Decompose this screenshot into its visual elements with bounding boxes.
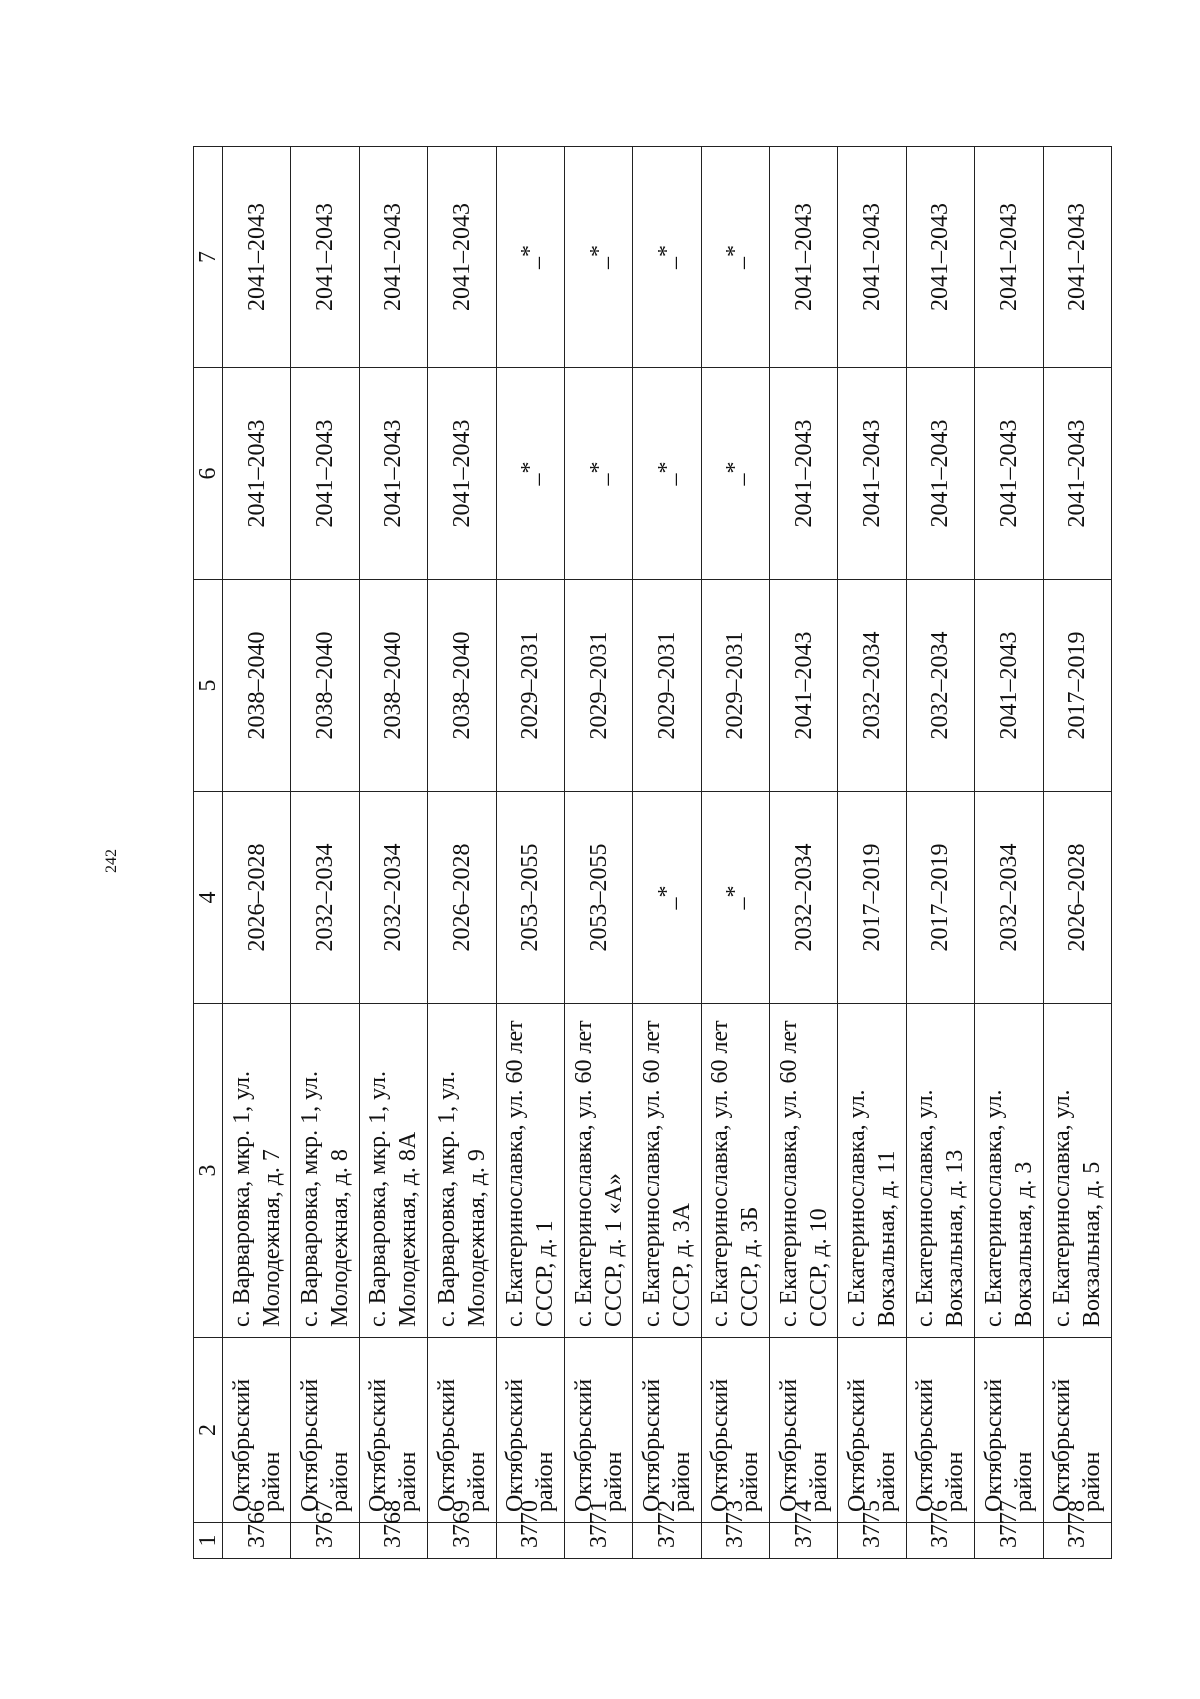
- period-col-7: 2041–2043: [770, 147, 838, 368]
- table-row: [1043, 147, 1112, 1559]
- period-col-5: 2029–2031: [564, 580, 632, 792]
- row-number: 3768: [359, 1523, 427, 1559]
- row-number: 3774: [770, 1523, 838, 1559]
- period-col-5: 2038–2040: [359, 580, 427, 792]
- address-cell: с. Варваровка, мкр. 1, ул. Молодежная, д. 7: [223, 1004, 291, 1338]
- period-col-4: 2053–2055: [564, 792, 632, 1004]
- period-col-4: 2032–2034: [770, 792, 838, 1004]
- period-col-4: 2017–2019: [906, 792, 974, 1004]
- table-row: [701, 147, 769, 1559]
- period-col-5: 2032–2034: [838, 580, 906, 792]
- table-row: [564, 147, 632, 1559]
- period-col-7: _*: [564, 147, 632, 368]
- period-col-7: 2041–2043: [906, 147, 974, 368]
- address-cell: с. Екатеринославка, ул. Вокзальная, д. 13: [906, 1004, 974, 1338]
- period-col-7: 2041–2043: [838, 147, 906, 368]
- period-col-6: 2041–2043: [428, 368, 496, 580]
- address-cell: с. Екатеринославка, ул. Вокзальная, д. 11: [838, 1004, 906, 1338]
- period-col-4: 2032–2034: [975, 792, 1043, 1004]
- header-col-1: 1: [194, 1523, 223, 1559]
- period-col-4: 2053–2055: [496, 792, 564, 1004]
- district-cell: Октябрьский район: [291, 1338, 359, 1523]
- row-number: 3769: [428, 1523, 496, 1559]
- table-row: [496, 147, 564, 1559]
- period-col-4: 2032–2034: [359, 792, 427, 1004]
- period-col-6: 2041–2043: [770, 368, 838, 580]
- district-cell: Октябрьский район: [359, 1338, 427, 1523]
- address-cell: с. Варваровка, мкр. 1, ул. Молодежная, д. 8А: [359, 1004, 427, 1338]
- table-row: [223, 147, 291, 1559]
- district-cell: Октябрьский район: [838, 1338, 906, 1523]
- row-number: 3770: [496, 1523, 564, 1559]
- address-cell: с. Екатеринославка, ул. Вокзальная, д. 3: [975, 1004, 1043, 1338]
- district-cell: Октябрьский район: [223, 1338, 291, 1523]
- period-col-7: 2041–2043: [428, 147, 496, 368]
- table-body: [223, 147, 1112, 1559]
- district-cell: Октябрьский район: [1043, 1338, 1112, 1523]
- row-number: 3773: [701, 1523, 769, 1559]
- period-col-6: _*: [564, 368, 632, 580]
- address-cell: с. Варваровка, мкр. 1, ул. Молодежная, д. 8: [291, 1004, 359, 1338]
- address-cell: с. Екатеринославка, ул. 60 лет СССР, д. 3Б: [701, 1004, 769, 1338]
- table-rotator: [193, 147, 1112, 1559]
- period-col-6: 2041–2043: [359, 368, 427, 580]
- header-col-3: 3: [194, 1004, 223, 1338]
- period-col-5: 2032–2034: [906, 580, 974, 792]
- address-cell: с. Екатеринославка, ул. 60 лет СССР, д. 1: [496, 1004, 564, 1338]
- period-col-5: 2038–2040: [223, 580, 291, 792]
- period-col-4: _*: [633, 792, 701, 1004]
- page-number: 242: [103, 849, 120, 873]
- address-cell: с. Екатеринославка, ул. Вокзальная, д. 5: [1043, 1004, 1112, 1338]
- period-col-5: 2029–2031: [496, 580, 564, 792]
- period-col-5: 2041–2043: [975, 580, 1043, 792]
- period-col-4: 2032–2034: [291, 792, 359, 1004]
- row-number: 3767: [291, 1523, 359, 1559]
- district-cell: Октябрьский район: [564, 1338, 632, 1523]
- period-col-4: 2026–2028: [1043, 792, 1112, 1004]
- period-col-6: _*: [633, 368, 701, 580]
- schedule-table: [193, 146, 1112, 1559]
- period-col-5: 2017–2019: [1043, 580, 1112, 792]
- period-col-6: _*: [701, 368, 769, 580]
- row-number: 3778: [1043, 1523, 1112, 1559]
- table-row: [428, 147, 496, 1559]
- period-col-6: 2041–2043: [291, 368, 359, 580]
- period-col-6: 2041–2043: [1043, 368, 1112, 580]
- header-col-7: 7: [194, 147, 223, 368]
- period-col-5: 2041–2043: [770, 580, 838, 792]
- district-cell: Октябрьский район: [633, 1338, 701, 1523]
- table-header: [194, 147, 223, 1559]
- header-col-4: 4: [194, 792, 223, 1004]
- row-number: 3766: [223, 1523, 291, 1559]
- table-row: [770, 147, 838, 1559]
- header-col-5: 5: [194, 580, 223, 792]
- address-cell: с. Екатеринославка, ул. 60 лет СССР, д. 10: [770, 1004, 838, 1338]
- row-number: 3777: [975, 1523, 1043, 1559]
- period-col-7: 2041–2043: [223, 147, 291, 368]
- period-col-4: _*: [701, 792, 769, 1004]
- period-col-5: 2029–2031: [633, 580, 701, 792]
- address-cell: с. Екатеринославка, ул. 60 лет СССР, д. 1 «А»: [564, 1004, 632, 1338]
- table-row: [838, 147, 906, 1559]
- period-col-5: 2029–2031: [701, 580, 769, 792]
- header-col-6: 6: [194, 368, 223, 580]
- row-number: 3772: [633, 1523, 701, 1559]
- table-row: [291, 147, 359, 1559]
- period-col-7: _*: [496, 147, 564, 368]
- period-col-6: _*: [496, 368, 564, 580]
- row-number: 3775: [838, 1523, 906, 1559]
- period-col-6: 2041–2043: [975, 368, 1043, 580]
- district-cell: Октябрьский район: [496, 1338, 564, 1523]
- district-cell: Октябрьский район: [701, 1338, 769, 1523]
- period-col-6: 2041–2043: [838, 368, 906, 580]
- district-cell: Октябрьский район: [428, 1338, 496, 1523]
- table-row: [906, 147, 974, 1559]
- table-row: [633, 147, 701, 1559]
- district-cell: Октябрьский район: [975, 1338, 1043, 1523]
- period-col-7: 2041–2043: [359, 147, 427, 368]
- table-row: [359, 147, 427, 1559]
- period-col-4: 2026–2028: [428, 792, 496, 1004]
- row-number: 3776: [906, 1523, 974, 1559]
- period-col-7: 2041–2043: [1043, 147, 1112, 368]
- table-row: [975, 147, 1043, 1559]
- address-cell: с. Екатеринославка, ул. 60 лет СССР, д. 3А: [633, 1004, 701, 1338]
- period-col-6: 2041–2043: [906, 368, 974, 580]
- period-col-7: 2041–2043: [975, 147, 1043, 368]
- table-container: [193, 147, 1112, 1559]
- period-col-7: _*: [701, 147, 769, 368]
- district-cell: Октябрьский район: [770, 1338, 838, 1523]
- address-cell: с. Варваровка, мкр. 1, ул. Молодежная, д. 9: [428, 1004, 496, 1338]
- header-row: [194, 147, 223, 1559]
- period-col-5: 2038–2040: [291, 580, 359, 792]
- row-number: 3771: [564, 1523, 632, 1559]
- period-col-5: 2038–2040: [428, 580, 496, 792]
- header-col-2: 2: [194, 1338, 223, 1523]
- period-col-7: 2041–2043: [291, 147, 359, 368]
- district-cell: Октябрьский район: [906, 1338, 974, 1523]
- period-col-7: _*: [633, 147, 701, 368]
- period-col-4: 2026–2028: [223, 792, 291, 1004]
- period-col-4: 2017–2019: [838, 792, 906, 1004]
- period-col-6: 2041–2043: [223, 368, 291, 580]
